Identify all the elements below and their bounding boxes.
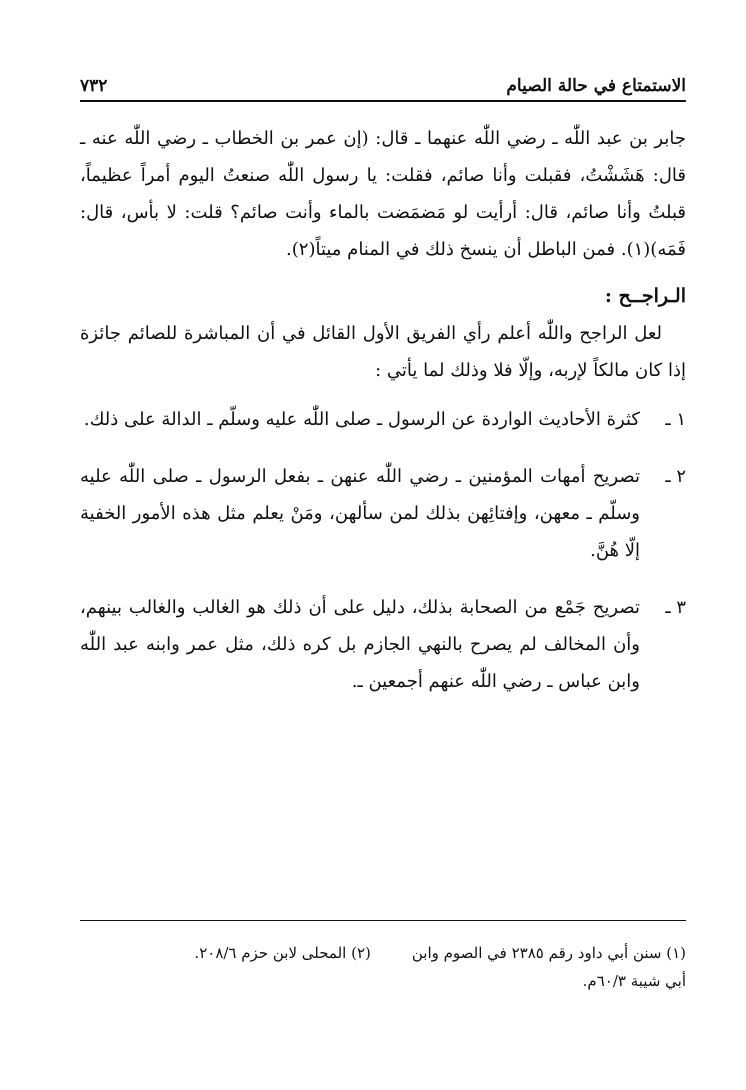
footnote-rule [80, 920, 686, 921]
footnotes [80, 920, 686, 995]
paragraph-2: لعل الراجح واللّٰه أعلم رأي الفريق الأول القائل في أن المباشرة للصائم جائزة إذا كان مالكاً لإربه، وإلّا فلا وذلك لما يأتي : [80, 323, 686, 381]
list-item-number: ١ ـ [665, 409, 686, 430]
list-item-text: تصريح جَمْع من الصحابة بذلك، دليل على أن ذلك هو الغالب والغالب بينهم، وأن المخالف لم يصرح بالنهي الجازم بل كره ذلك، مثل عمر وابنه عبد اللّٰه وابن عباس ـ رضي اللّٰه عنهم أجمعين ـ. [80, 597, 640, 692]
page-header [80, 70, 686, 96]
list-item [80, 401, 686, 438]
running-title: الاستمتاع في حالة الصيام [506, 76, 686, 96]
numbered-list [80, 401, 686, 700]
header-rule [80, 100, 686, 102]
page-number: ٧٣٢ [80, 76, 108, 96]
body-text [80, 120, 686, 268]
list-item-text: تصريح أمهات المؤمنين ـ رضي اللّٰه عنهن ـ بفعل الرسول ـ صلى اللّٰه عليه وسلّم ـ معهن، وإفتائِهن بذلك لمن سألهن، ومَنْ يعلم مثل هذه الأمور الخفية إلّا هُنَّ. [80, 466, 640, 561]
list-item-text: كثرة الأحاديث الواردة عن الرسول ـ صلى اللّٰه عليه وسلّم ـ الدالة على ذلك. [83, 409, 640, 430]
footnote-2: (٢) المحلى لابن حزم ٢٠٨/٦. [194, 944, 371, 962]
list-item [80, 589, 686, 700]
list-item-number: ٢ ـ [665, 466, 686, 487]
section-title: الـراجــح : [604, 285, 686, 307]
list-item [80, 458, 686, 569]
body-text-2 [80, 315, 686, 389]
document-page [80, 70, 686, 1090]
list-item-number: ٣ ـ [665, 597, 686, 618]
paragraph-1: جابر بن عبد اللّٰه ـ رضي اللّٰه عنهما ـ قال: (إن عمر بن الخطاب ـ رضي اللّٰه عنه ـ قال: هَشَشْتُ، فقبلت وأنا صائم، فقلت: يا رسول اللّٰه صنعتُ اليوم أمراً عظيماً، قبلتُ وأنا صائم، قال: أرأيت لو مَضمَضت بالماء وأنت صائم؟ قلت: لا بأس، قال: فَمَه)(١). فمن الباطل أن ينسخ ذلك في المنام ميتاً(٢). [80, 128, 686, 260]
footnote-1: (١) سنن أبي داود رقم ٢٣٨٥ في الصوم وابن أبي شيبة ٦٠/٣م. [411, 944, 686, 990]
